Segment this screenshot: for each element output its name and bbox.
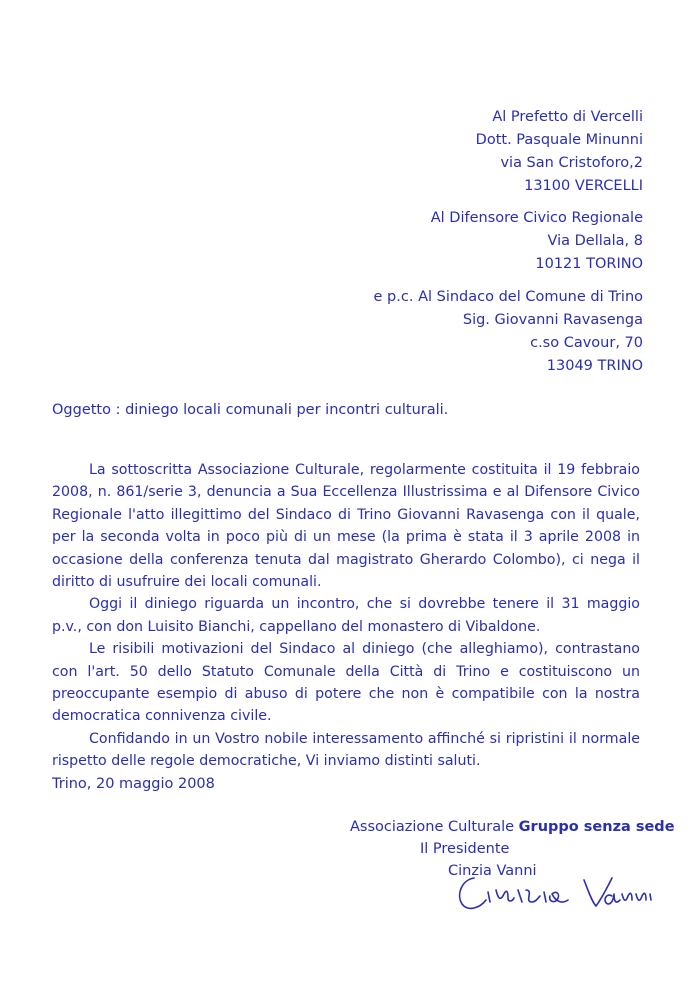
letter-body xyxy=(52,459,640,773)
organization-line xyxy=(350,816,675,838)
recipient-line: Al Prefetto di Vercelli xyxy=(492,109,643,125)
recipient-line: via San Cristoforo,2 xyxy=(500,155,643,171)
handwritten-signature xyxy=(452,868,657,918)
paragraph: La sottoscritta Associazione Culturale, regolarmente costituita il 19 febbraio 2008, n. 861/serie 3, denuncia a Sua Eccellenza Illustrissima e al Difensore Civico Regionale l'atto illegittimo del Sindaco di Trino Giovanni Ravasenga con il quale, per la seconda volta in poco più di un mese (la prima è stata il 3 aprile 2008 in occasione della conferenza tenuta dal magistrato Gherardo Colombo), ci nega il diritto di usufruire dei locali comunali. xyxy=(52,462,640,591)
paragraph: Le risibili motivazioni del Sindaco al diniego (che alleghiamo), contrastano con l'art. 50 dello Statuto Comunale della Città di Trino e costituiscono un preoccupante esempio di abuso di potere che non è compatibile con la nostra democratica connivenza civile. xyxy=(52,641,640,725)
recipient-line: 13100 VERCELLI xyxy=(524,178,643,194)
signer-role: Il Presidente xyxy=(420,841,510,857)
recipient-line: Sig. Giovanni Ravasenga xyxy=(462,312,643,328)
recipient-line: Via Dellala, 8 xyxy=(547,233,643,249)
recipient-line: 13049 TRINO xyxy=(546,358,643,374)
recipient-sindaco xyxy=(374,286,643,378)
recipient-line: 10121 TORINO xyxy=(535,256,643,272)
recipient-line: Al Difensore Civico Regionale xyxy=(430,210,643,226)
recipient-prefetto xyxy=(476,106,643,198)
recipient-line: e p.c. Al Sindaco del Comune di Trino xyxy=(373,289,643,305)
recipient-line: Dott. Pasquale Minunni xyxy=(475,132,643,148)
organization-prefix: Associazione Culturale xyxy=(350,819,519,835)
organization-name: Gruppo senza sede xyxy=(518,819,675,835)
recipient-difensore xyxy=(431,207,643,276)
recipient-line: c.so Cavour, 70 xyxy=(530,335,643,351)
paragraph: Confidando in un Vostro nobile interessamento affinché si ripristini il normale rispetto delle regole democratiche, Vi inviamo distinti saluti. xyxy=(52,730,640,770)
paragraph: Oggi il diniego riguarda un incontro, che si dovrebbe tenere il 31 maggio p.v., con don Luisito Bianchi, cappellano del monastero di Vibaldone. xyxy=(52,596,640,635)
subject-line: Oggetto : diniego locali comunali per incontri culturali. xyxy=(52,402,449,418)
letter-date: Trino, 20 maggio 2008 xyxy=(52,776,215,792)
signer-name: Cinzia Vanni xyxy=(448,863,537,879)
